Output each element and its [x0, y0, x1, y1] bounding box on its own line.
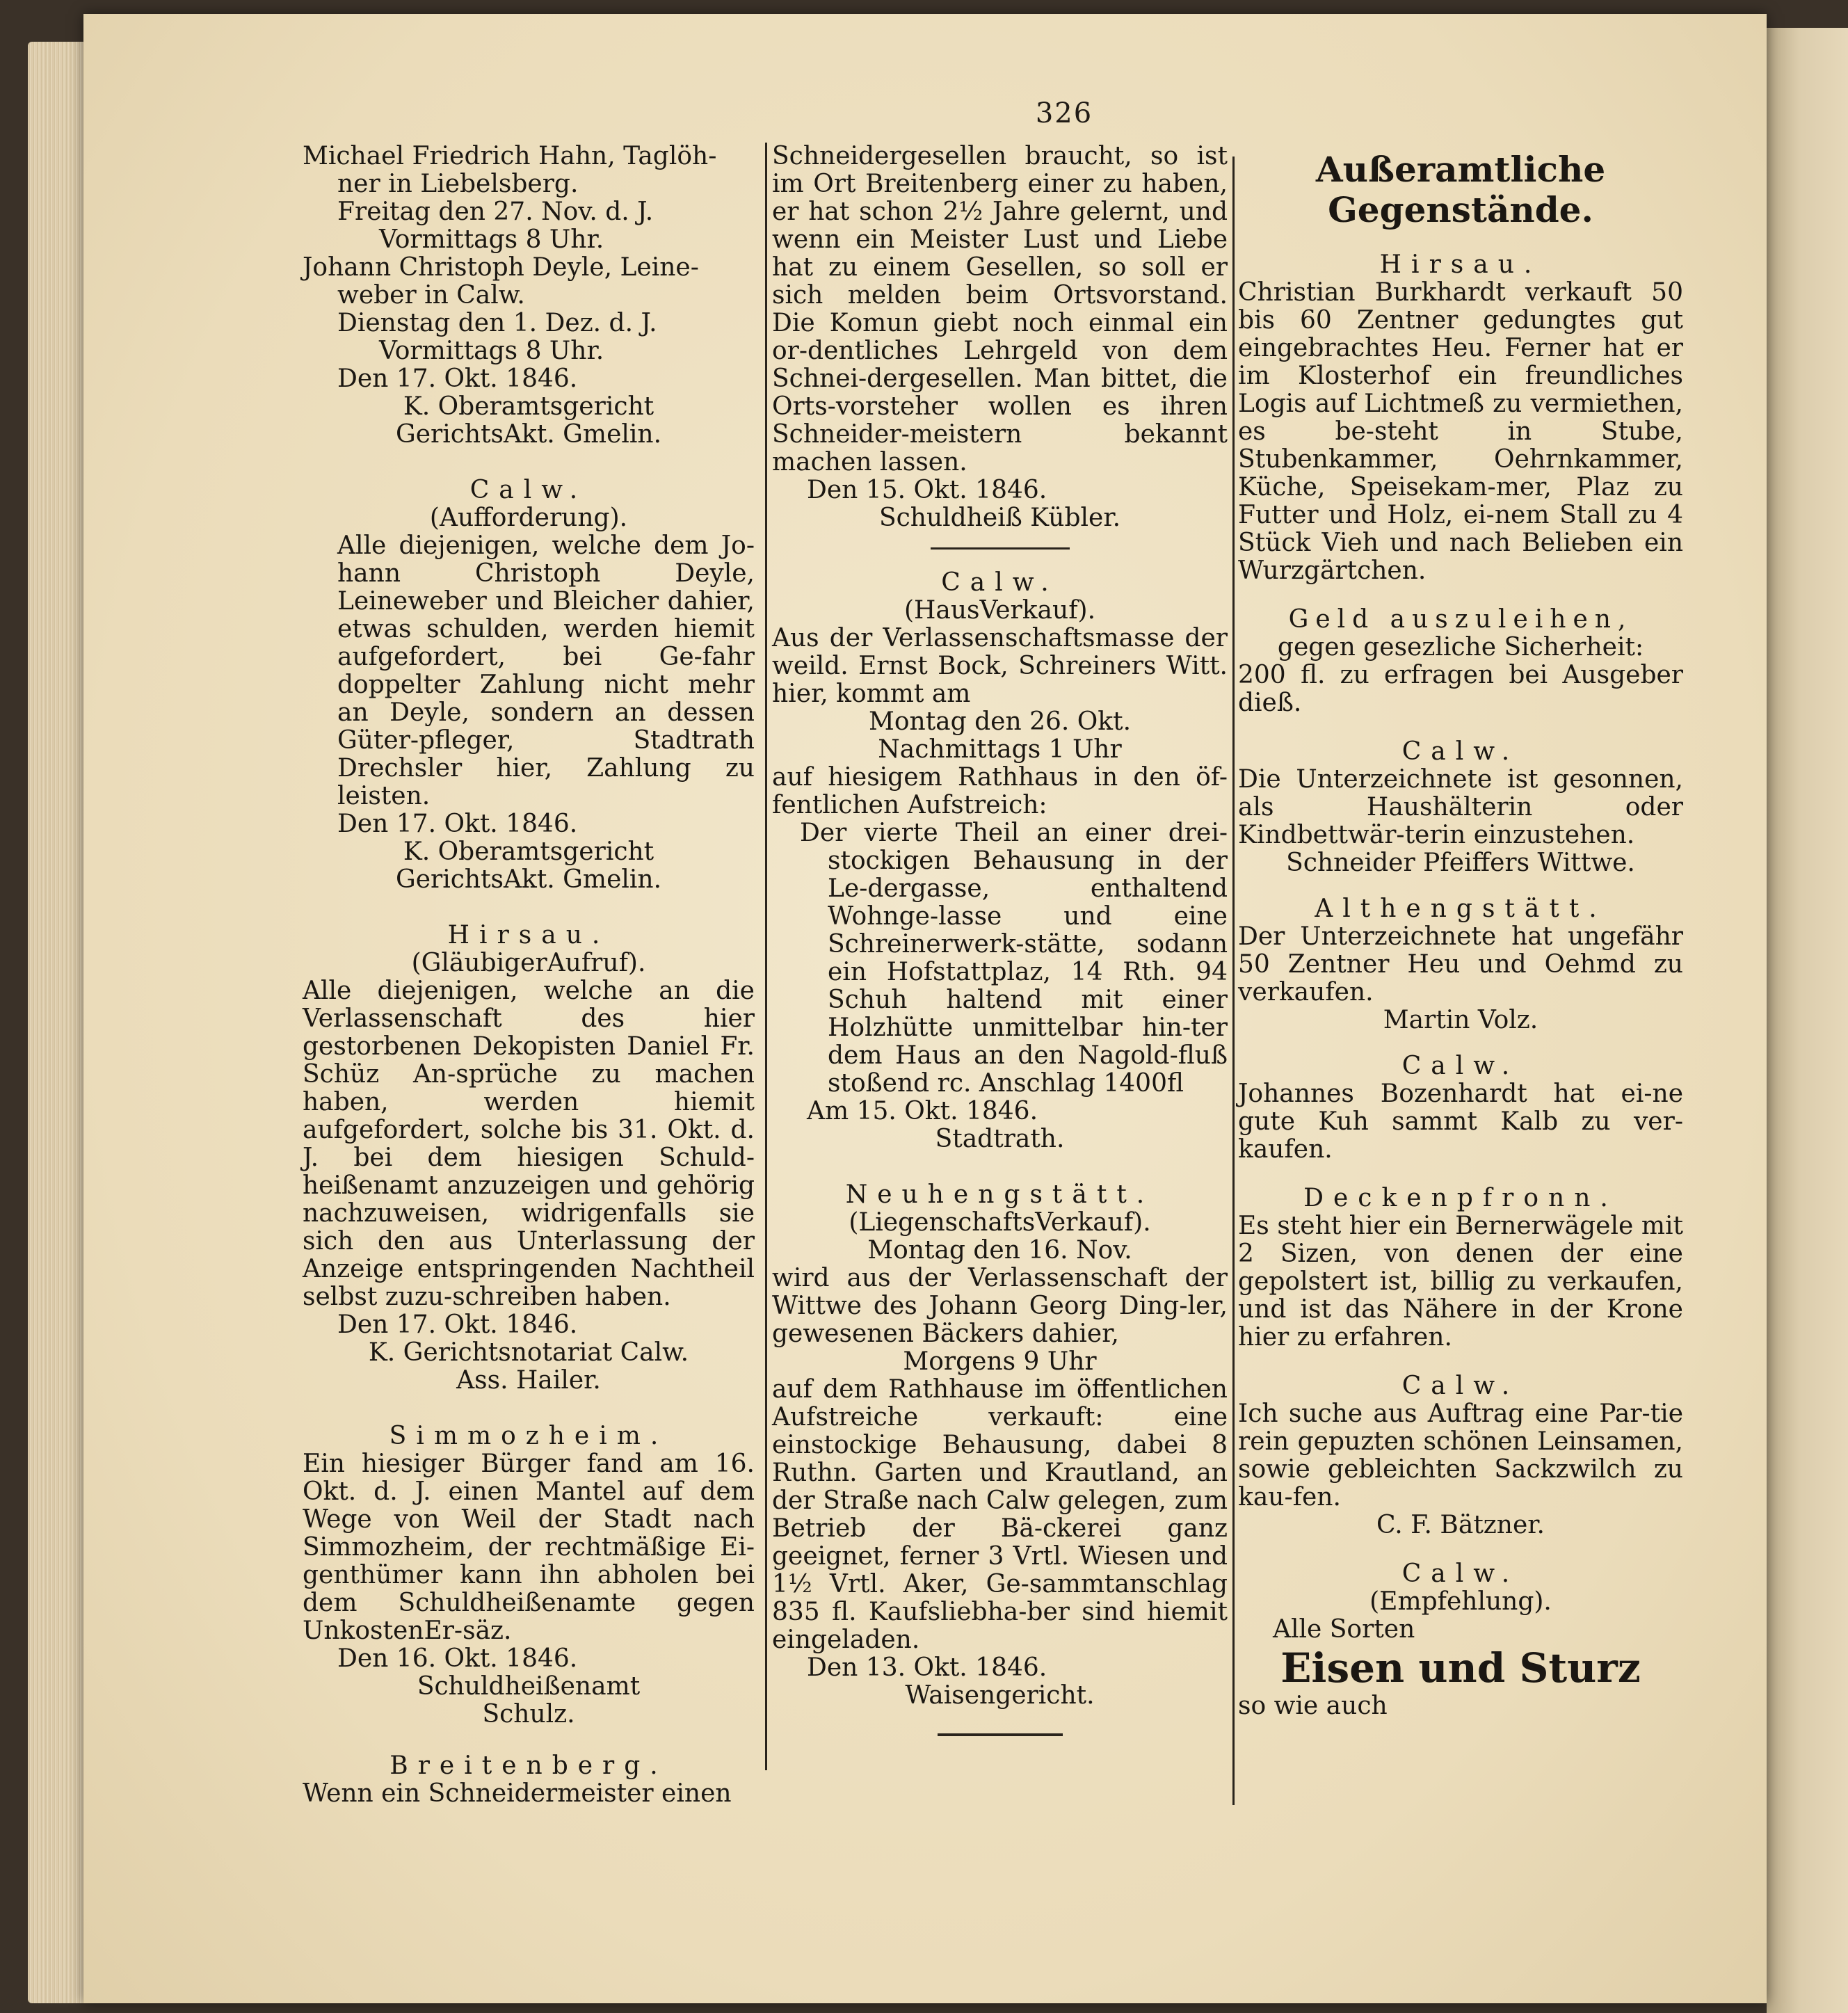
notice-line: Michael Friedrich Hahn, Taglöh- [303, 142, 717, 170]
notice-body: Aus der Verlassenschaftsmasse der weild. Ernst Bock, Schreiners Witt. hier, kommt am [772, 624, 1228, 708]
notice-signature: Schulz. [482, 1700, 575, 1729]
notice-body: Alle diejenigen, welche an die Verlassenschaft des hier gestorbenen Dekopisten Daniel Fr. Schüz An-sprüche zu machen haben, werden hiemit aufgefordert, solche bis 31. Okt. d. J. bei dem hiesigen Schuld-heißenamt anzuzeigen und gehörig nachzuweisen, widrigenfalls sie sich den aus Unterlassung der Anzeige entspringenden Nachtheil selbst zuzu-schreiben haben. [303, 977, 755, 1311]
notice-subtitle: gegen gesezliche Sicherheit: [1277, 633, 1644, 661]
notice-schneidergeselle [772, 143, 1228, 532]
notice-place: Calw. [941, 568, 1059, 597]
adjacent-page [1767, 28, 1848, 2013]
notice-body: Schneidergesellen braucht, so ist im Ort Breitenberg einer zu haben, er hat schon 2½ Jahre gelernt, und wenn ein Meister Lust und Liebe hat zu einem Gesellen, so soll er sich melden beim Ortsvorstand. Die Komun giebt noch einmal ein or-dentliches Lehrgeld von dem Schnei-dergesellen. Man bittet, die Orts-vorsteher wollen es ihren Schneider-meistern bekannt machen lassen. [772, 142, 1228, 476]
notice-title: (LiegenschaftsVerkauf). [849, 1208, 1151, 1237]
notice-place: Geld auszuleihen, [1288, 605, 1633, 634]
notice-signature: Martin Volz. [1383, 1006, 1538, 1034]
notice-place: Hirsau. [1379, 250, 1542, 279]
notice-place: Breitenberg. [389, 1751, 668, 1780]
section-heading: Außeramtliche Gegenstände. [1315, 149, 1606, 230]
notice-liegenschaftsverkauf [772, 1181, 1228, 1710]
notice-geld [1238, 606, 1683, 717]
notice-date: Den 17. Okt. 1846. [337, 1310, 578, 1339]
notice-signature: GerichtsAkt. Gmelin. [395, 865, 662, 894]
notice-place: Althengstätt. [1315, 895, 1607, 923]
notice-line: weber in Calw. [337, 281, 525, 310]
notice-title: (HausVerkauf). [903, 596, 1096, 625]
notice-kuh [1238, 1052, 1683, 1164]
notice-date: Den 16. Okt. 1846. [337, 1644, 578, 1673]
notice-body: Wenn ein Schneidermeister einen [303, 1779, 732, 1808]
notice-date: Den 17. Okt. 1846. [337, 364, 578, 393]
notice-place: Simmozheim. [389, 1422, 668, 1450]
notice-body: Es steht hier ein Bernerwägele mit 2 Sizen, von denen der eine gepolstert ist, billig zu verkaufen, und ist das Nähere in der Krone hier zu erfahren. [1238, 1212, 1683, 1352]
notice-place: Calw. [1401, 1052, 1520, 1080]
notice-when: Nachmittags 1 Uhr [878, 735, 1122, 764]
notice-body: Der Unterzeichnete hat ungefähr 50 Zentner Heu und Oehmd zu verkaufen. [1238, 922, 1683, 1007]
notice-empfehlung [1238, 1560, 1683, 1720]
notice-body: Ein hiesiger Bürger fand am 16. Okt. d. J. einen Mantel auf dem Wege von Weil der Stadt nach Simmozheim, der rechtmäßige Ei-genthümer kann ihn abholen bei dem Schuldheißenamte gegen UnkostenEr-säz. [303, 1450, 755, 1645]
notice-hausverkauf [772, 569, 1228, 1153]
notice-simmozheim [303, 1422, 755, 1729]
notice-deckenpfronn [1238, 1185, 1683, 1352]
notice-althengstaett [1238, 895, 1683, 1034]
notice-signature: K. Oberamtsgericht [403, 837, 654, 866]
notice-body: Alle Sorten [1273, 1615, 1415, 1644]
notice-signature: Schuldheißenamt [417, 1672, 641, 1701]
notice-body: Der vierte Theil an einer drei-stockigen Behausung in der Le-dergasse, enthaltend Wohnge-lasse und eine Schreinerwerk-stätte, sodann ein Hofstattplaz, 14 Rth. 94 Schuh haltend mit einer Holzhütte unmittelbar hin-ter dem Haus an den Nagold-fluß stoßend rc. Anschlag 1400fl [800, 819, 1228, 1098]
notice-place: Calw. [1401, 1559, 1520, 1588]
column-3 [1238, 143, 1683, 1735]
notice-body: wird aus der Verlassenschaft der Wittwe des Johann Georg Ding-ler, gewesenen Bäckers dahier, [772, 1264, 1228, 1348]
notice-haushaelterin [1238, 738, 1683, 877]
notice-signature: C. F. Bätzner. [1376, 1511, 1545, 1539]
notice-place: Calw. [469, 476, 588, 504]
notice-body: so wie auch [1238, 1692, 1388, 1720]
notice-title: (Aufforderung). [429, 504, 628, 532]
notice-breitenberg [303, 1752, 755, 1808]
notice-when: Montag den 16. Nov. [867, 1236, 1132, 1265]
notice-signature: K. Gerichtsnotariat Calw. [368, 1338, 689, 1367]
column-rule-1 [765, 143, 767, 1770]
notice-line: Vormittags 8 Uhr. [379, 225, 604, 254]
notice-line: Johann Christoph Deyle, Leine- [303, 253, 699, 282]
notice-aufforderung [303, 476, 755, 894]
notice-date: Am 15. Okt. 1846. [807, 1097, 1038, 1125]
notice-signature: Stadtrath. [935, 1125, 1065, 1153]
notice-body: Die Unterzeichnete ist gesonnen, als Haushälterin oder Kindbettwär-terin einzustehen. [1238, 765, 1683, 849]
column-1 [303, 143, 755, 1823]
notice-signature: Schuldheiß Kübler. [878, 504, 1121, 532]
notice-body: auf dem Rathhause im öffentlichen Aufstreiche verkauft: eine einstockige Behausung, dabei 8 Ruthn. Garten und Krautland, an der Straße nach Calw gelegen, zum Betrieb der Bä-ckerei ganz geeignet, ferner 3 Vrtl. Wiesen und 1½ Vrtl. Aker, Ge-sammtanschlag 835 fl. Kaufsliebha-ber sind hiemit eingeladen. [772, 1375, 1228, 1654]
notice-date: Den 15. Okt. 1846. [807, 476, 1047, 504]
notice-date: Den 17. Okt. 1846. [337, 810, 578, 838]
notice-title: (GläubigerAufruf). [411, 949, 646, 977]
notice-hirsau-heu [1238, 251, 1683, 585]
notice-line: ner in Liebelsberg. [337, 170, 579, 198]
column-2 [772, 143, 1228, 1736]
notice-body: Ich suche aus Auftrag eine Par-tie rein gepuzten schönen Leinsamen, sowie gebleichten Sackzwilch zu kau-fen. [1238, 1400, 1683, 1511]
notice-body: Christian Burkhardt verkauft 50 bis 60 Zentner gedungtes gut eingebrachtes Heu. Ferner hat er im Klosterhof ein freundliches Logis auf Lichtmeß zu vermiethen, es be-steht in Stube, Stubenkammer, Oehrnkammer, Küche, Speisekam-mer, Plaz zu Futter und Holz, ei-nem Stall zu 4 Stück Vieh und nach Belieben ein Wurzgärtchen. [1238, 278, 1683, 585]
notice-place: Calw. [1401, 737, 1520, 766]
notice-line: Freitag den 27. Nov. d. J. [337, 198, 654, 226]
notice-when: Montag den 26. Okt. [868, 707, 1132, 736]
notice-glaeubigeraufruf [303, 922, 755, 1395]
separator-rule [931, 547, 1070, 550]
notice-body: Johannes Bozenhardt hat ei-ne gute Kuh sammt Kalb zu ver-kaufen. [1238, 1080, 1683, 1164]
notice-body: Alle diejenigen, welche dem Jo-hann Christoph Deyle, Leineweber und Bleicher dahier, etwas schulden, werden hiemit aufgefordert, bei Ge-fahr doppelter Zahlung nicht mehr an Deyle, sondern an dessen Güter-pfleger, Stadtrath Drechsler hier, Zahlung zu leisten. [337, 531, 755, 810]
notice-line: Vormittags 8 Uhr. [379, 337, 604, 365]
page-number: 326 [1035, 97, 1093, 129]
notice-leinsamen [1238, 1372, 1683, 1539]
notice-place: Hirsau. [447, 921, 610, 949]
notice-debt-hearing [303, 143, 755, 449]
notice-date: Den 13. Okt. 1846. [807, 1653, 1047, 1682]
separator-rule [938, 1733, 1063, 1736]
notice-place: Neuhengstätt. [845, 1180, 1155, 1209]
notice-title: (Empfehlung). [1369, 1587, 1552, 1616]
notice-when: Morgens 9 Uhr [903, 1347, 1097, 1376]
notice-place: Calw. [1401, 1372, 1520, 1400]
notice-place: Deckenpfronn. [1303, 1184, 1618, 1212]
notice-signature: K. Oberamtsgericht [403, 392, 654, 421]
notice-body: auf hiesigem Rathhaus in den öf-fentlichen Aufstreich: [772, 763, 1228, 819]
notice-signature: Ass. Hailer. [456, 1366, 601, 1395]
column-rule-2 [1232, 157, 1235, 1805]
notice-line: Dienstag den 1. Dez. d. J. [337, 309, 657, 337]
notice-signature: Waisengericht. [905, 1681, 1095, 1710]
notice-body: 200 fl. zu erfragen bei Ausgeber dieß. [1238, 661, 1683, 717]
notice-display-text: Eisen und Sturz [1280, 1644, 1641, 1692]
notice-signature: GerichtsAkt. Gmelin. [395, 420, 662, 449]
notice-signature: Schneider Pfeiffers Wittwe. [1286, 849, 1635, 877]
